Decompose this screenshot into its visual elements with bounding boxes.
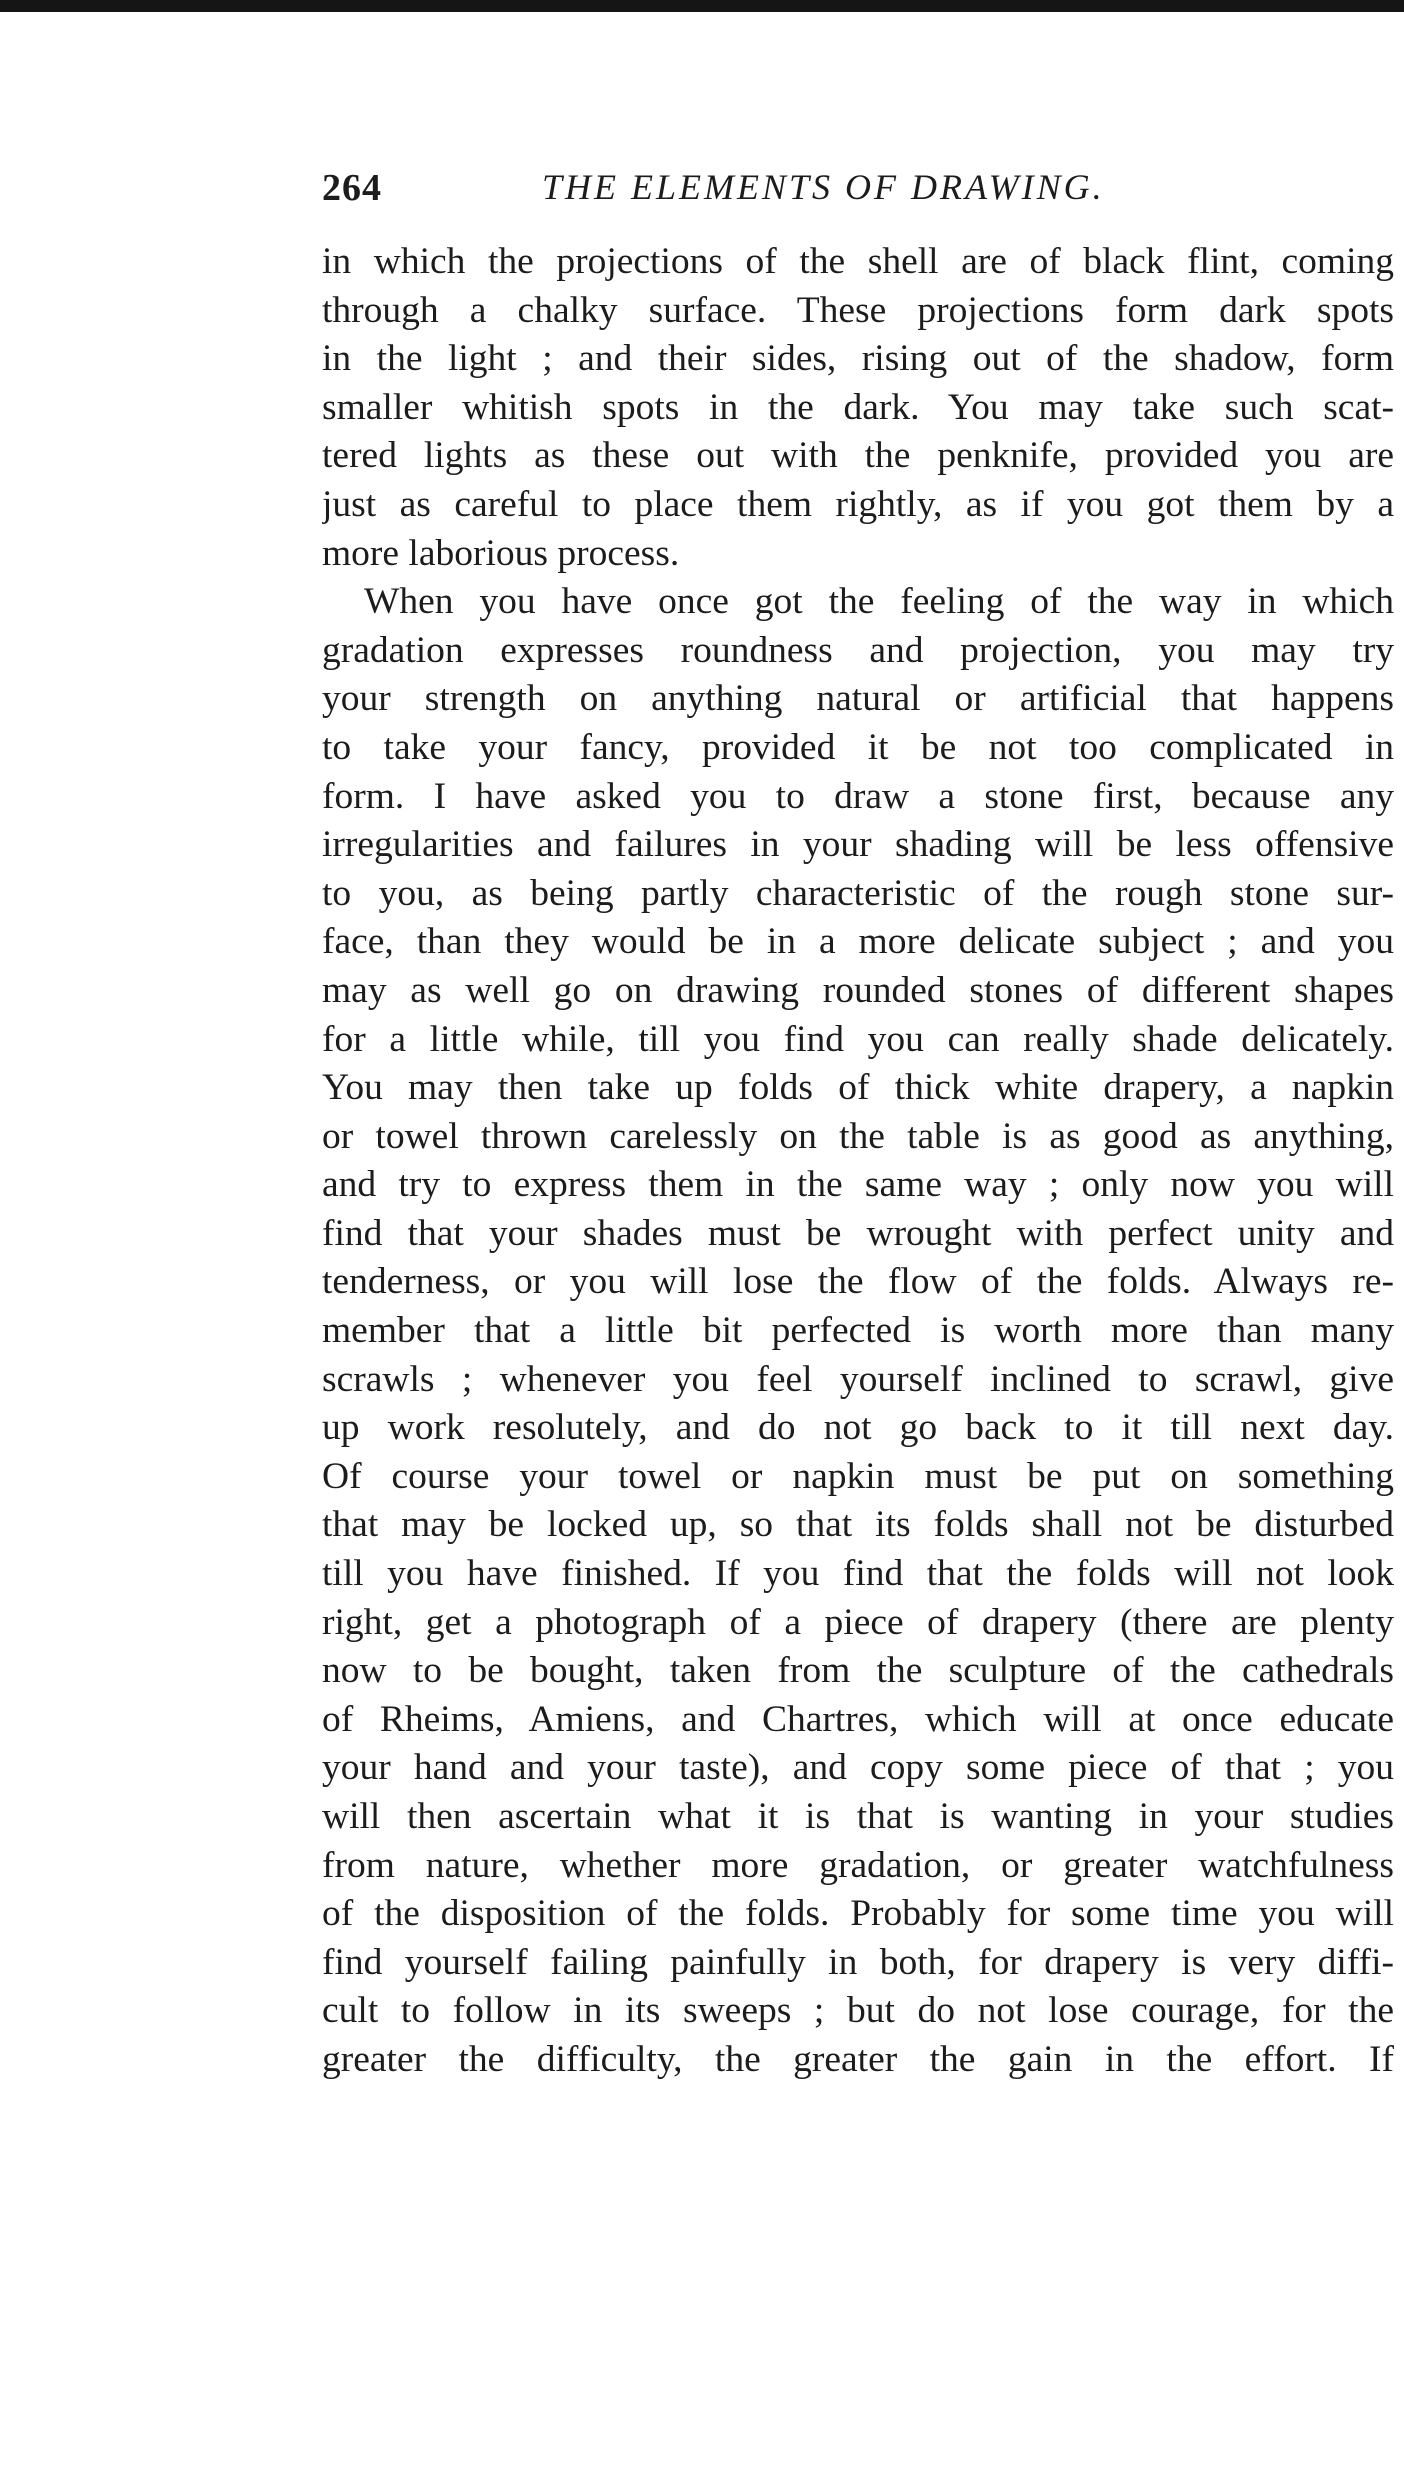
text-line: your strength on anything natural or artificial that happens bbox=[322, 678, 1394, 720]
text-line: more laborious process. bbox=[322, 532, 680, 574]
text-line: in the light ; and their sides, rising out of the shadow, form bbox=[322, 338, 1394, 380]
text-line: to take your fancy, provided it be not too complicated in bbox=[322, 726, 1394, 768]
text-line: and try to express them in the same way ; only now you will bbox=[322, 1164, 1394, 1206]
text-line: smaller whitish spots in the dark. You may take such scat- bbox=[322, 386, 1394, 428]
text-line: Of course your towel or napkin must be put on something bbox=[322, 1455, 1394, 1497]
text-line: till you have finished. If you find that the folds will not look bbox=[322, 1553, 1394, 1595]
text-line: You may then take up folds of thick white drapery, a napkin bbox=[322, 1067, 1394, 1109]
paragraph bbox=[322, 238, 1394, 578]
text-line: cult to follow in its sweeps ; but do not lose courage, for the bbox=[322, 1990, 1394, 2032]
text-line: through a chalky surface. These projections form dark spots bbox=[322, 289, 1394, 331]
text-line: When you have once got the feeling of the way in which bbox=[364, 581, 1394, 623]
text-line: greater the difficulty, the greater the gain in the effort. If bbox=[322, 2038, 1394, 2080]
text-line: for a little while, till you find you can really shade delicately. bbox=[322, 1018, 1394, 1060]
text-line: find that your shades must be wrought with perfect unity and bbox=[322, 1212, 1394, 1254]
text-line: that may be locked up, so that its folds shall not be disturbed bbox=[322, 1504, 1394, 1546]
text-line: scrawls ; whenever you feel yourself inclined to scrawl, give bbox=[322, 1358, 1394, 1400]
text-line: of the disposition of the folds. Probably for some time you will bbox=[322, 1893, 1394, 1935]
text-line: up work resolutely, and do not go back to it till next day. bbox=[322, 1407, 1394, 1449]
text-line: your hand and your taste), and copy some piece of that ; you bbox=[322, 1747, 1394, 1789]
text-line: form. I have asked you to draw a stone first, because any bbox=[322, 775, 1394, 817]
text-line: face, than they would be in a more delicate subject ; and you bbox=[322, 921, 1394, 963]
text-line: to you, as being partly characteristic of the rough stone sur- bbox=[322, 872, 1394, 914]
running-title: THE ELEMENTS OF DRAWING. bbox=[542, 167, 1105, 207]
text-line: in which the projections of the shell are of black flint, coming bbox=[322, 241, 1394, 282]
paragraph bbox=[322, 578, 1394, 2084]
text-line: find yourself failing painfully in both, for drapery is very diffi- bbox=[322, 1941, 1394, 1983]
text-line: gradation expresses roundness and projection, you may try bbox=[322, 629, 1394, 671]
text-line: will then ascertain what it is that is wanting in your studies bbox=[322, 1796, 1394, 1837]
text-line: may as well go on drawing rounded stones of different shapes bbox=[322, 969, 1394, 1011]
text-line: member that a little bit perfected is worth more than many bbox=[322, 1310, 1394, 1352]
text-line: tenderness, or you will lose the flow of the folds. Always re- bbox=[322, 1261, 1394, 1303]
text-line: now to be bought, taken from the sculpture of the cathedrals bbox=[322, 1650, 1394, 1692]
text-line: just as careful to place them rightly, as if you got them by a bbox=[322, 483, 1394, 525]
text-line: right, get a photograph of a piece of drapery (there are plenty bbox=[322, 1601, 1394, 1643]
text-line: of Rheims, Amiens, and Chartres, which will at once educate bbox=[322, 1698, 1394, 1740]
top-border-rule bbox=[0, 0, 1404, 12]
text-line: from nature, whether more gradation, or greater watchfulness bbox=[322, 1844, 1394, 1886]
body-text bbox=[322, 238, 1394, 2085]
page-number: 264 bbox=[322, 167, 382, 209]
text-line: tered lights as these out with the penknife, provided you are bbox=[322, 435, 1394, 477]
text-line: irregularities and failures in your shading will be less offensive bbox=[322, 824, 1394, 866]
text-line: or towel thrown carelessly on the table is as good as anything, bbox=[322, 1115, 1394, 1157]
page-header bbox=[322, 160, 1394, 230]
book-page bbox=[322, 160, 1394, 2085]
